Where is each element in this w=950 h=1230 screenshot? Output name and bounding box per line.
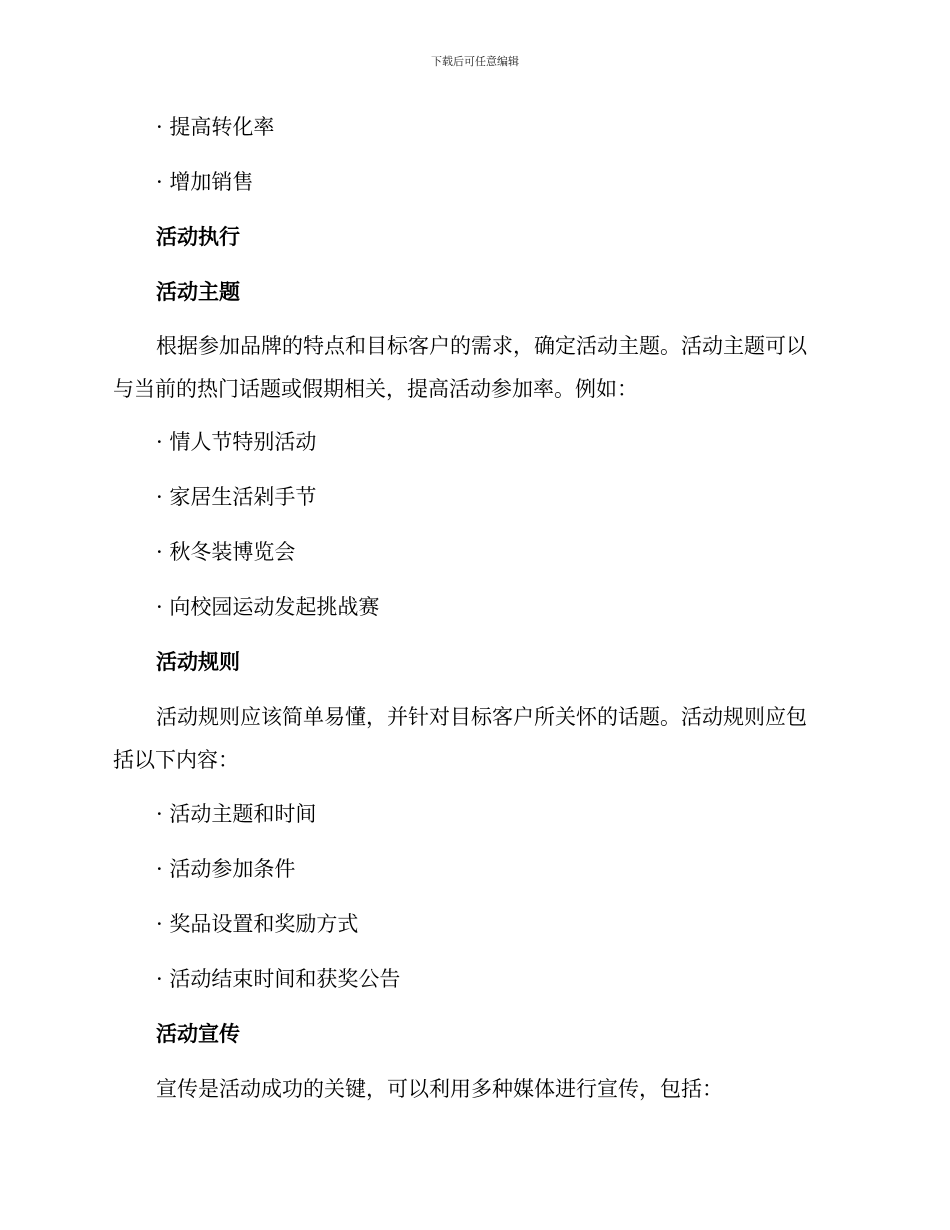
theme-paragraph-cont bbox=[0, 374, 950, 404]
bullet-increase-sales: · 增加销售 bbox=[156, 170, 254, 194]
bullet-conversion-rate: · 提高转化率 bbox=[156, 115, 275, 139]
theme-example-home-living: · 家居生活剁手节 bbox=[156, 485, 317, 509]
theme-example-valentines: · 情人节特别活动 bbox=[156, 430, 317, 454]
theme-example-campus-sports: · 向校园运动发起挑战赛 bbox=[156, 595, 380, 619]
promotion-paragraph-line-1: 宣传是活动成功的关键，可以利用多种媒体进行宣传，包括： bbox=[156, 1077, 723, 1101]
rules-paragraph-line-2: 括以下内容： bbox=[113, 748, 239, 772]
rules-paragraph bbox=[0, 702, 950, 732]
theme-paragraph bbox=[0, 331, 950, 361]
promotion-paragraph bbox=[0, 1074, 950, 1104]
rules-item-theme-time: · 活动主题和时间 bbox=[156, 802, 317, 826]
theme-example-autumn-winter-expo: · 秋冬装博览会 bbox=[156, 540, 296, 564]
theme-paragraph-line-1: 根据参加品牌的特点和目标客户的需求，确定活动主题。活动主题可以 bbox=[156, 334, 807, 358]
heading-activity-execution: 活动执行 bbox=[156, 225, 240, 249]
heading-activity-theme: 活动主题 bbox=[156, 280, 240, 304]
heading-activity-rules: 活动规则 bbox=[156, 650, 240, 674]
theme-paragraph-line-2: 与当前的热门话题或假期相关，提高活动参加率。例如： bbox=[113, 377, 638, 401]
rules-item-prizes: · 奖品设置和奖励方式 bbox=[156, 912, 359, 936]
page-header-note: 下载后可任意编辑 bbox=[431, 55, 519, 68]
rules-paragraph-line-1: 活动规则应该简单易懂，并针对目标客户所关怀的话题。活动规则应包 bbox=[156, 705, 807, 729]
rules-paragraph-cont bbox=[0, 745, 950, 775]
rules-item-end-announcement: · 活动结束时间和获奖公告 bbox=[156, 967, 401, 991]
rules-item-conditions: · 活动参加条件 bbox=[156, 857, 296, 881]
heading-activity-promotion: 活动宣传 bbox=[156, 1022, 240, 1046]
